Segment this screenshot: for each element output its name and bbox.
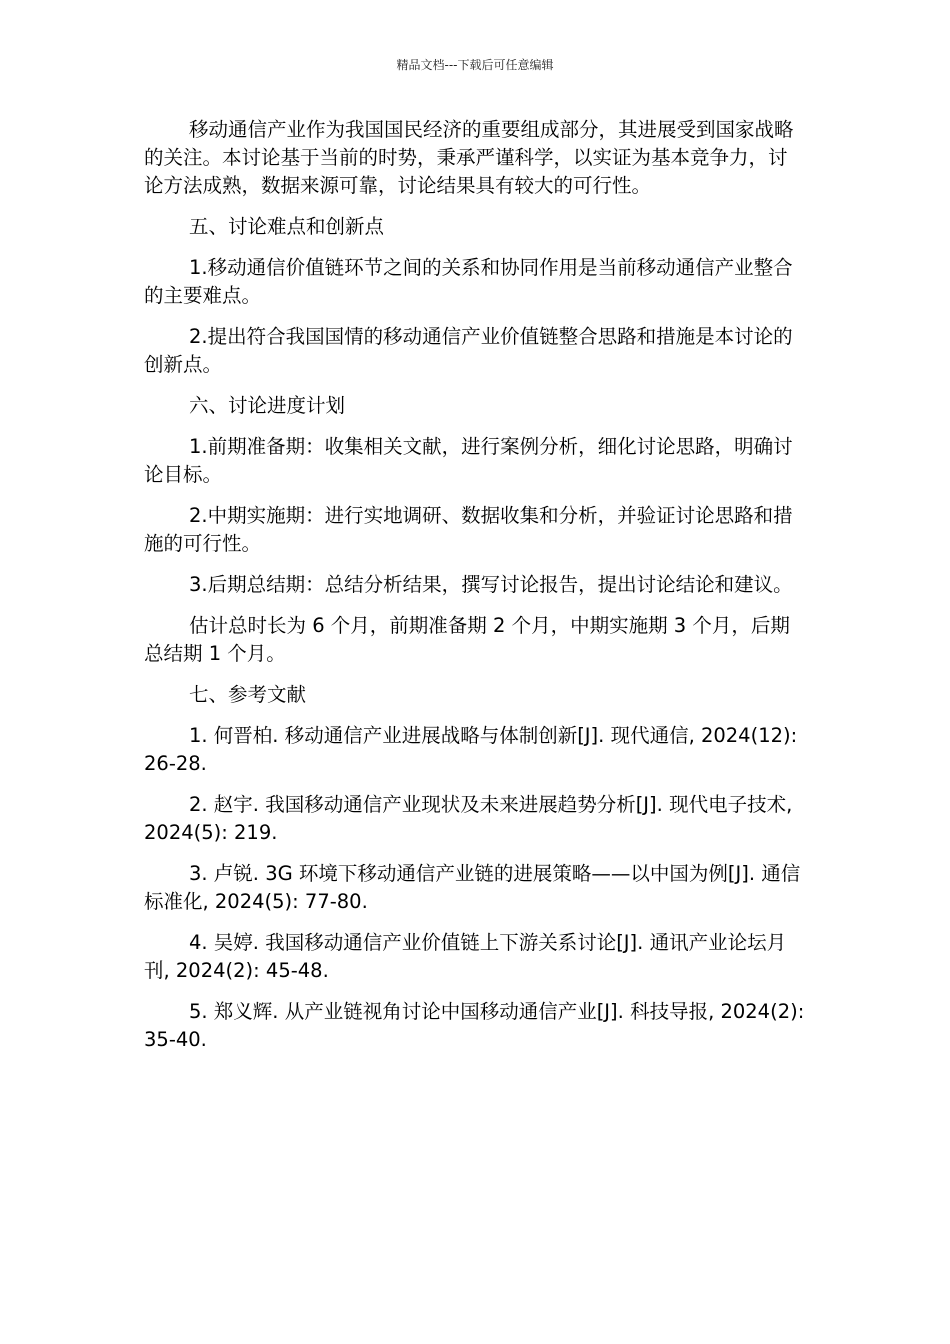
section-5-item: 1.移动通信价值链环节之间的关系和协同作用是当前移动通信产业整合的主要难点。 <box>144 256 793 307</box>
reference-item: 3. 卢锐. 3G 环境下移动通信产业链的进展策略——以中国为例[J]. 通信标准化, 2024(5): 77-80. <box>144 862 801 913</box>
section-6-item: 3.后期总结期：总结分析结果，撰写讨论报告，提出讨论结论和建议。 <box>189 573 793 596</box>
section-7-heading: 七、参考文献 <box>189 683 307 706</box>
section-6-heading: 六、讨论进度计划 <box>189 394 346 417</box>
section-5-heading: 五、讨论难点和创新点 <box>189 215 385 238</box>
section-6-item: 1.前期准备期：收集相关文献，进行案例分析，细化讨论思路，明确讨论目标。 <box>144 435 793 486</box>
reference-item: 5. 郑义辉. 从产业链视角讨论中国移动通信产业[J]. 科技导报, 2024(2): 35-40. <box>144 1000 811 1051</box>
reference-item: 4. 吴婷. 我国移动通信产业价值链上下游关系讨论[J]. 通讯产业论坛月刊, 2024(2): 45-48. <box>144 931 787 982</box>
intro-paragraph: 移动通信产业作为我国国民经济的重要组成部分，其进展受到国家战略的关注。本讨论基于当前的时势，秉承严谨科学，以实证为基本竞争力，讨论方法成熟，数据来源可靠，讨论结果具有较大的可行性。 <box>144 118 794 197</box>
section-6-item: 2.中期实施期：进行实地调研、数据收集和分析，并验证讨论思路和措施的可行性。 <box>144 504 793 555</box>
section-5-item: 2.提出符合我国国情的移动通信产业价值链整合思路和措施是本讨论的创新点。 <box>144 325 793 376</box>
reference-item: 1. 何晋柏. 移动通信产业进展战略与体制创新[J]. 现代通信, 2024(12): 26-28. <box>144 724 804 775</box>
page-header: 精品文档---下载后可任意编辑 <box>396 58 554 72</box>
document-body <box>144 116 811 1067</box>
reference-item: 2. 赵宇. 我国移动通信产业现状及未来进展趋势分析[J]. 现代电子技术, 2024(5): 219. <box>144 793 799 844</box>
section-6-summary: 估计总时长为 6 个月，前期准备期 2 个月，中期实施期 3 个月，后期总结期 1 个月。 <box>144 614 790 665</box>
